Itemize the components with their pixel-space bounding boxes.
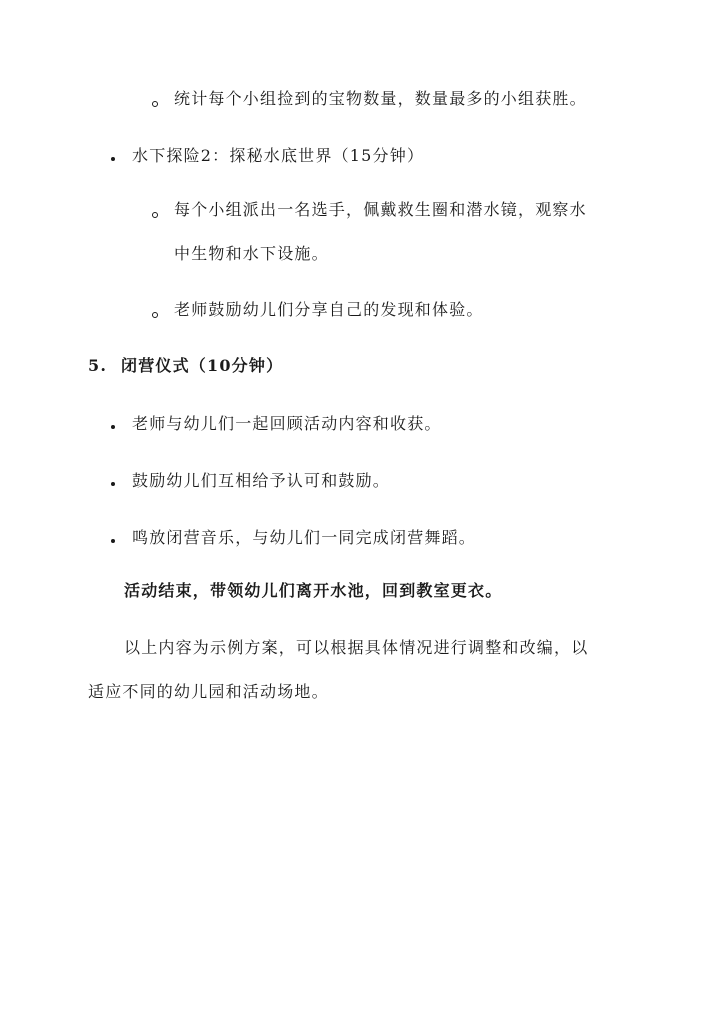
bullet-marker — [111, 157, 115, 161]
section-number: 5. — [88, 356, 108, 375]
sub-bullet-marker — [152, 312, 158, 318]
bullet-item-text: 水下探险2：探秘水底世界（15分钟） — [132, 146, 425, 165]
bullet-marker — [111, 539, 115, 543]
sub-item-text: 每个小组派出一名选手，佩戴救生圈和潜水镜，观察水 — [174, 200, 587, 219]
bullet-item-text: 鼓励幼儿们互相给予认可和鼓励。 — [132, 471, 391, 490]
section-heading: 闭营仪式（10分钟） — [121, 356, 284, 375]
sub-item-text: 老师鼓励幼儿们分享自己的发现和体验。 — [174, 300, 484, 319]
sub-item-text: 统计每个小组捡到的宝物数量，数量最多的小组获胜。 — [174, 89, 587, 108]
bullet-item-text: 鸣放闭营音乐，与幼儿们一同完成闭营舞蹈。 — [132, 528, 477, 547]
bullet-marker — [111, 425, 115, 429]
bullet-item-text: 老师与幼儿们一起回顾活动内容和收获。 — [132, 414, 442, 433]
closing-statement: 活动结束，带领幼儿们离开水池，回到教室更衣。 — [124, 581, 503, 600]
note-paragraph-line: 以上内容为示例方案，可以根据具体情况进行调整和改编，以 — [124, 638, 589, 657]
sub-bullet-marker — [152, 212, 158, 218]
sub-item-text-continued: 中生物和水下设施。 — [174, 244, 329, 263]
bullet-marker — [111, 482, 115, 486]
sub-bullet-marker — [152, 101, 158, 107]
note-paragraph-line: 适应不同的幼儿园和活动场地。 — [88, 682, 329, 701]
